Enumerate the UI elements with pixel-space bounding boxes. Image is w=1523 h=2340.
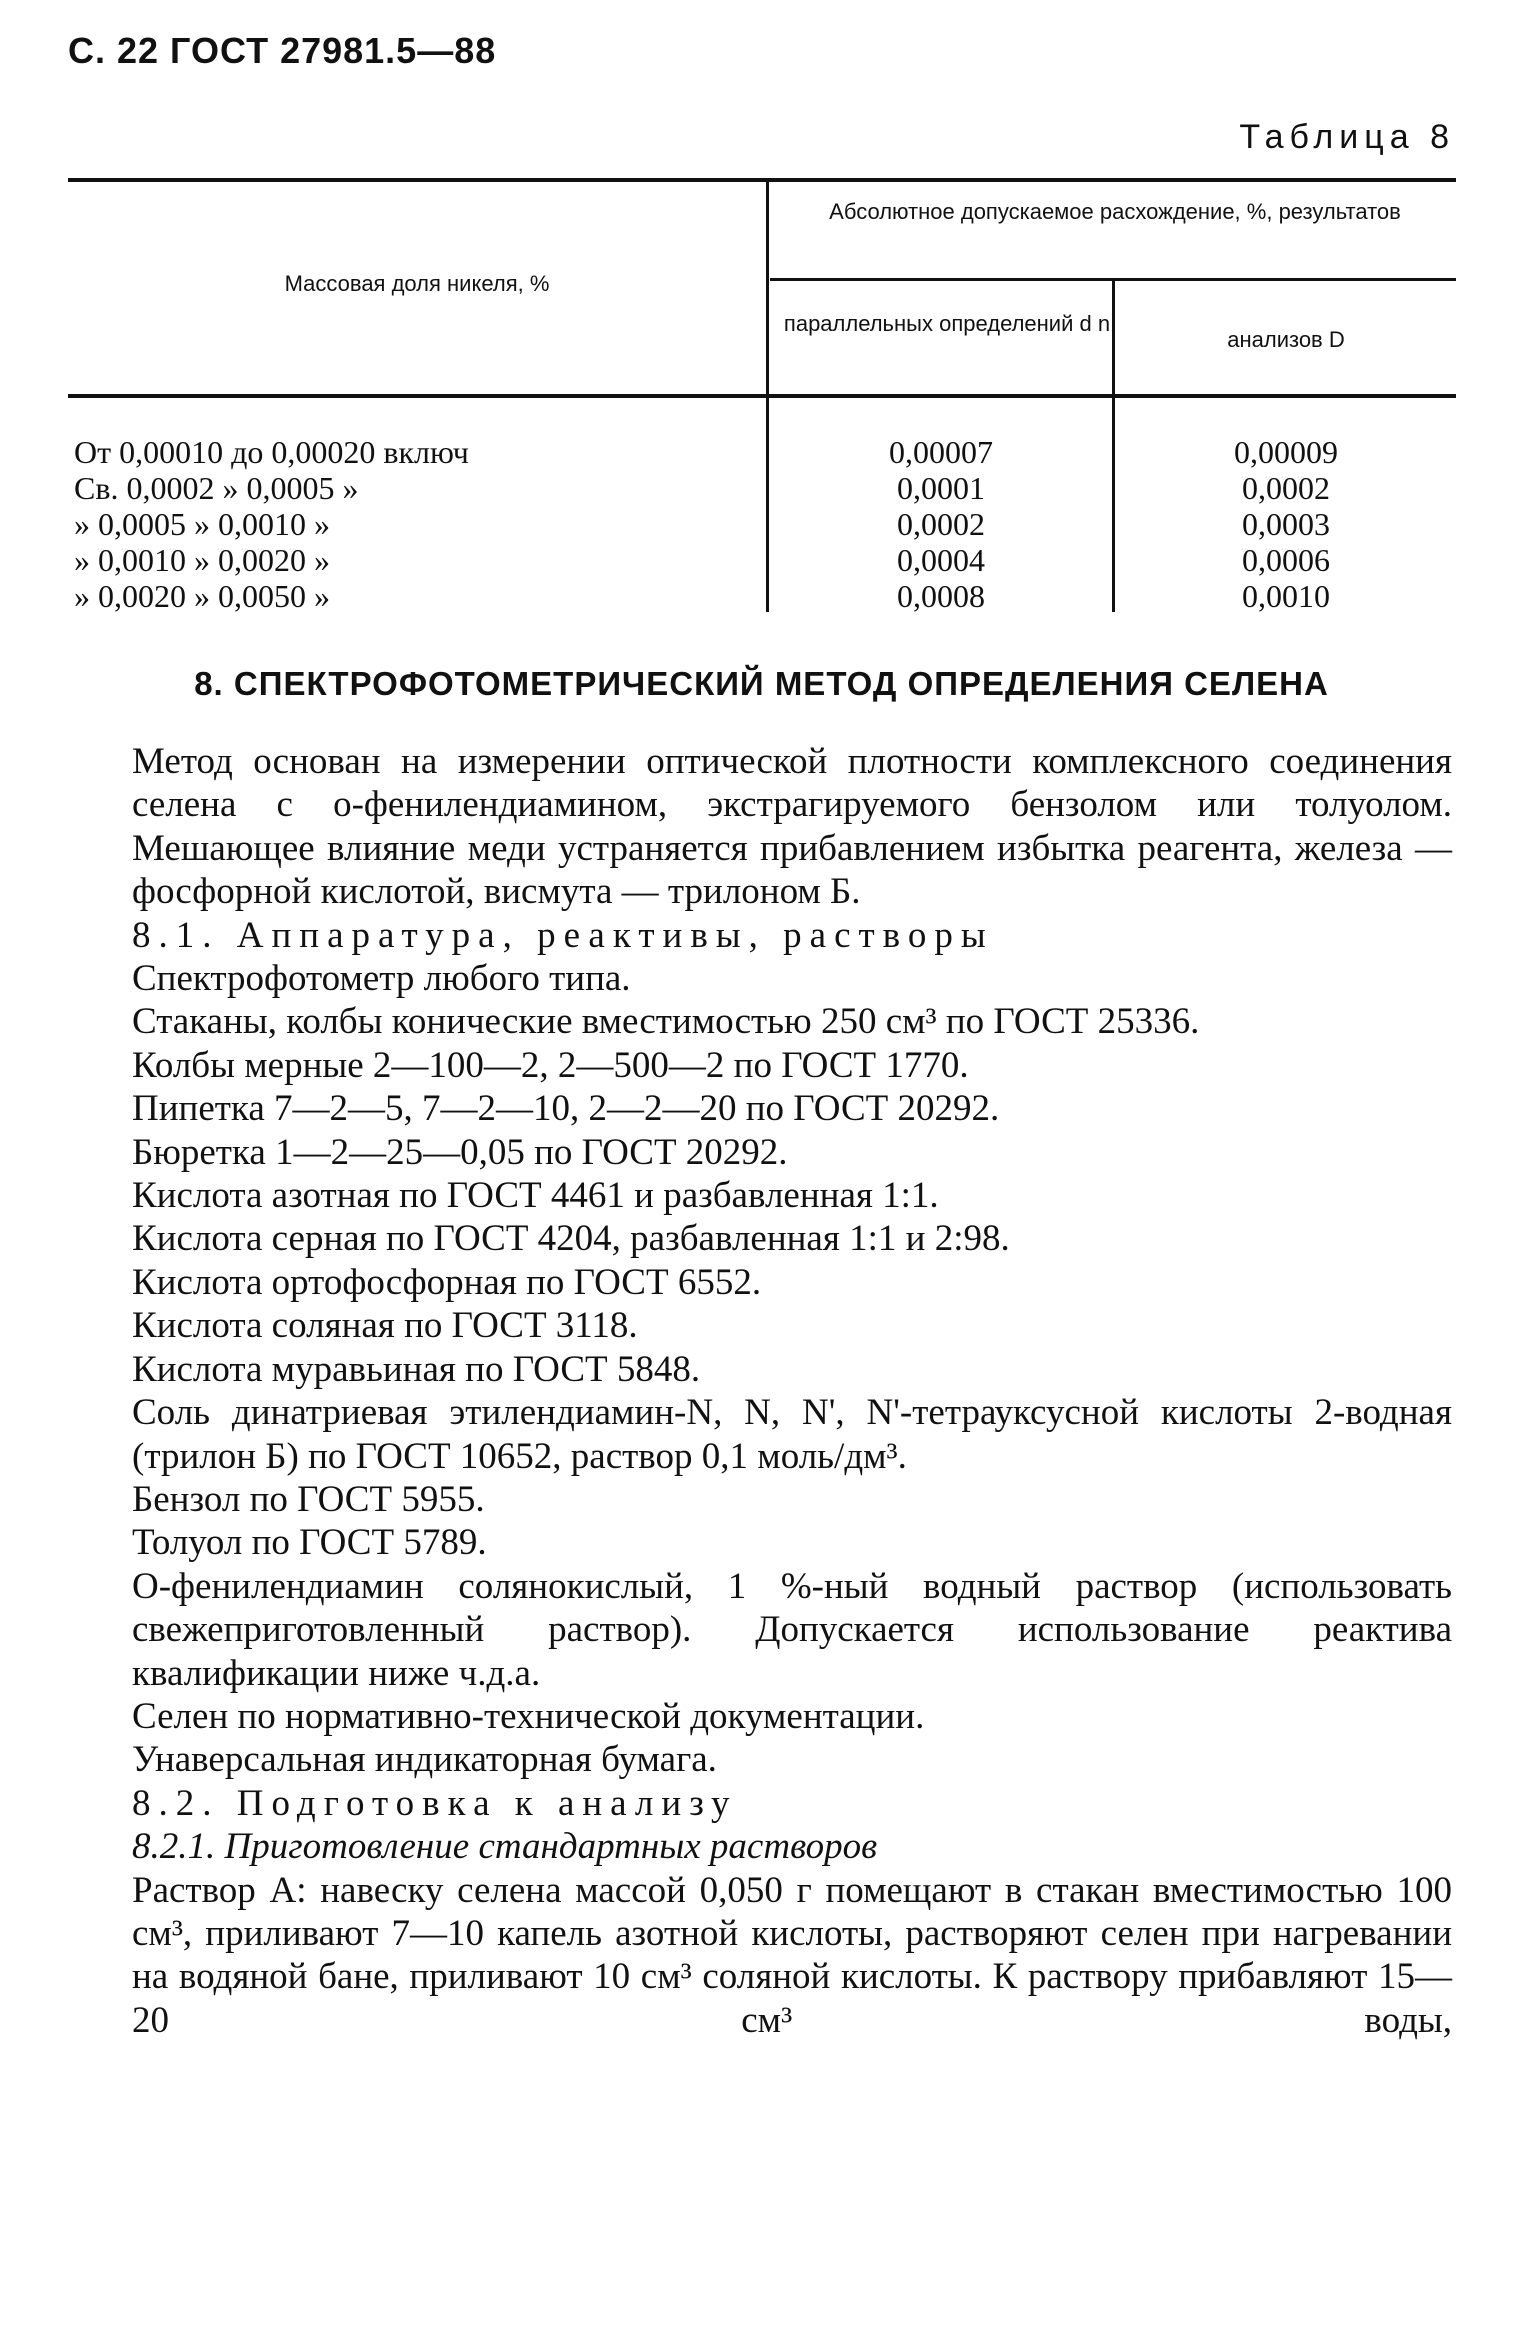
paragraph-intro: Метод основан на измерении оптической плотности комплексного соединения селена с о-фенилендиамином, экстрагируемого бензолом или толуолом. Мешающее влияние меди устраняется прибавлением избытка реагента, железа — фосфорной кислотой, висмута — трилоном Б. bbox=[132, 741, 1452, 913]
list-item: Кислота ортофосфорная по ГОСТ 6552. bbox=[132, 1261, 762, 1303]
row-dn: 0,0008 bbox=[897, 578, 985, 614]
row-dn: 0,0004 bbox=[897, 542, 985, 578]
list-item: Кислота муравьиная по ГОСТ 5848. bbox=[132, 1348, 701, 1390]
row-dn: 0,00007 bbox=[889, 434, 993, 470]
page-header: С. 22 ГОСТ 27981.5—88 bbox=[68, 30, 497, 71]
row-D: 0,0010 bbox=[1242, 578, 1330, 614]
subheading-apparatus: 8.1. Аппаратура, реактивы, растворы bbox=[132, 914, 994, 956]
paragraph-solution-a: Раствор А: навеску селена массой 0,050 г помещают в стакан вместимостью 100 см³, приливают 7—10 капель азотной кислоты, растворяют селен при нагревании на водяной бане, приливают 10 см³ соляной кислоты. К раствору прибавляют 15—20 см³ воды, bbox=[132, 1869, 1452, 2041]
row-dn: 0,0001 bbox=[897, 470, 985, 506]
row-D: 0,0003 bbox=[1242, 506, 1330, 542]
body-text bbox=[132, 740, 1452, 2042]
table-caption: Таблица 8 bbox=[1239, 118, 1455, 156]
list-item: Унаверсальная индикаторная бумага. bbox=[132, 1739, 717, 1781]
list-item: О-фенилендиамин солянокислый, 1 %-ный водный раствор (использовать свежеприготовленный раствор). Допускается использование реактива квалификации ниже ч.д.а. bbox=[132, 1565, 1452, 1694]
row-D: 0,0002 bbox=[1242, 470, 1330, 506]
row-range: Св. 0,0002 » 0,0005 » bbox=[74, 470, 359, 506]
list-item: Бензол по ГОСТ 5955. bbox=[132, 1478, 485, 1520]
table-divider-2 bbox=[1112, 280, 1115, 612]
list-item: Кислота азотная по ГОСТ 4461 и разбавленная 1:1. bbox=[132, 1175, 939, 1217]
list-item: Спектрофотометр любого типа. bbox=[132, 958, 631, 1000]
row-D: 0,00009 bbox=[1234, 434, 1338, 470]
group-header: Абсолютное допускаемое расхождение, %, результатов bbox=[829, 199, 1401, 224]
subheading-standard-solutions: 8.2.1. Приготовление стандартных растворов bbox=[132, 1826, 878, 1868]
row-range: » 0,0020 » 0,0050 » bbox=[74, 578, 330, 614]
list-item: Стаканы, колбы конические вместимостью 250 см³ по ГОСТ 25336. bbox=[132, 1001, 1200, 1043]
row-range: От 0,00010 до 0,00020 включ bbox=[74, 434, 469, 470]
section-title: 8. СПЕКТРОФОТОМЕТРИЧЕСКИЙ МЕТОД ОПРЕДЕЛЕНИЯ СЕЛЕНА bbox=[194, 665, 1329, 702]
list-item: Бюретка 1—2—25—0,05 по ГОСТ 20292. bbox=[132, 1131, 788, 1173]
row-range: » 0,0005 » 0,0010 » bbox=[74, 506, 330, 542]
list-item: Селен по нормативно-технической документации. bbox=[132, 1695, 925, 1737]
list-item: Толуол по ГОСТ 5789. bbox=[132, 1522, 487, 1564]
list-item: Колбы мерные 2—100—2, 2—500—2 по ГОСТ 1770. bbox=[132, 1044, 969, 1086]
col3-header: анализов D bbox=[1227, 327, 1345, 352]
row-dn: 0,0002 bbox=[897, 506, 985, 542]
row-range: » 0,0010 » 0,0020 » bbox=[74, 542, 330, 578]
table-divider-1 bbox=[766, 178, 769, 612]
list-item: Кислота серная по ГОСТ 4204, разбавленная 1:1 и 2:98. bbox=[132, 1218, 1010, 1260]
row-D: 0,0006 bbox=[1242, 542, 1330, 578]
col2-header: параллельных определений d n bbox=[783, 311, 1111, 336]
table-header-bottom-rule bbox=[68, 394, 1456, 398]
list-item: Соль динатриевая этилендиамин-N, N, N', N'-тетрауксусной кислоты 2-водная (трилон Б) по ГОСТ 10652, раствор 0,1 моль/дм³. bbox=[132, 1392, 1452, 1477]
list-item: Кислота соляная по ГОСТ 3118. bbox=[132, 1305, 638, 1347]
list-item: Пипетка 7—2—5, 7—2—10, 2—2—20 по ГОСТ 20292. bbox=[132, 1088, 1000, 1130]
table-top-rule bbox=[68, 178, 1456, 182]
subheading-preparation: 8.2. Подготовка к анализу bbox=[132, 1782, 738, 1824]
col1-header: Массовая доля никеля, % bbox=[284, 271, 550, 296]
